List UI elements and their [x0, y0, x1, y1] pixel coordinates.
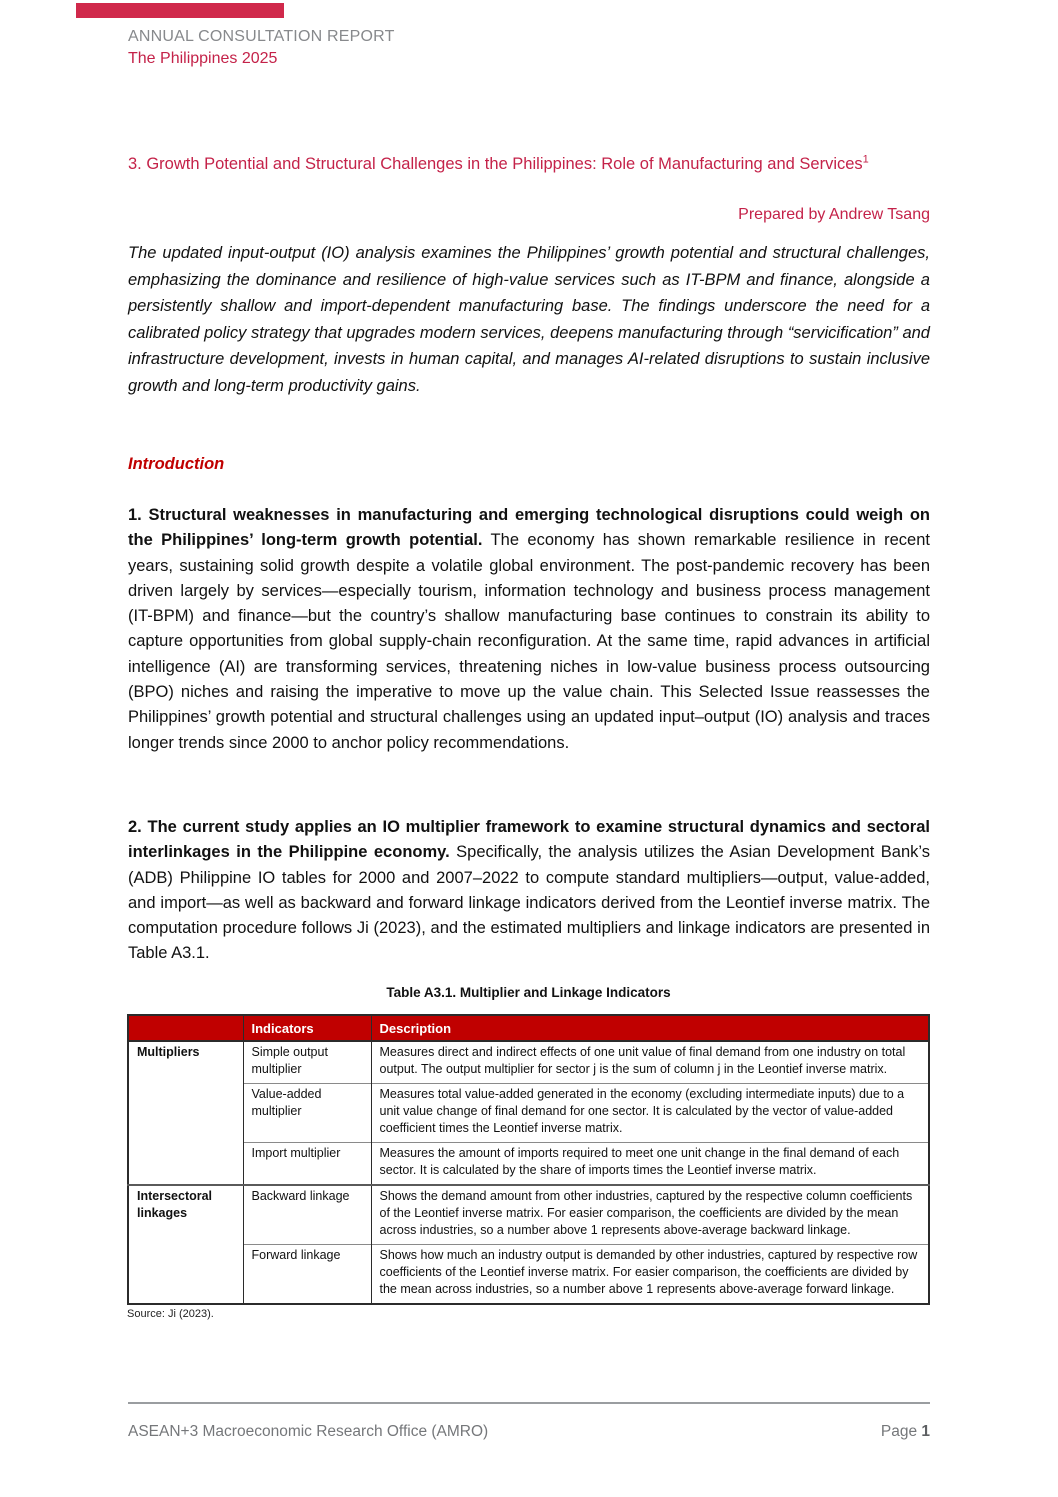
table-caption: Table A3.1. Multiplier and Linkage Indicators	[386, 985, 671, 1000]
table-row	[128, 1041, 929, 1084]
table-block	[127, 985, 930, 1320]
paragraph-1	[128, 503, 930, 756]
description-cell: Measures the amount of imports required to meet one unit change in the final demand of each sector. It is calculated by the share of imports times the Leontief inverse matrix.	[371, 1143, 929, 1186]
group-label-intersectoral-linkages: Intersectoral linkages	[128, 1185, 243, 1304]
indicator-cell: Import multiplier	[243, 1143, 371, 1186]
footer-divider	[128, 1402, 930, 1404]
table-source-note: Source: Ji (2023).	[127, 1308, 214, 1320]
indicator-cell: Simple output multiplier	[243, 1041, 371, 1084]
table-header-indicators: Indicators	[243, 1015, 371, 1041]
indicator-cell: Backward linkage	[243, 1185, 371, 1245]
description-cell: Measures total value-added generated in the economy (excluding intermediate inputs) due to a unit value change of final demand for one sector. It is calculated by the vector of value-added coefficient times the Leontief inverse matrix.	[371, 1084, 929, 1143]
table-row	[128, 1143, 929, 1186]
document-header	[128, 26, 930, 70]
page-footer	[128, 1423, 930, 1441]
footer-page-indicator	[881, 1423, 930, 1441]
paragraph-2-lead: 2. The current study applies an IO multiplier framework to examine structural dynamics and sectoral interlinkages in the Philippine economy.	[128, 818, 930, 862]
footer-page-label: Page	[880, 1423, 922, 1440]
description-cell: Shows the demand amount from other industries, captured by the respective column coefficients of the Leontief inverse matrix. For easier comparison, the coefficients are divided by the mean across industries, so a number above 1 represents above-average backward linkage.	[371, 1185, 929, 1245]
table-row	[128, 1185, 929, 1245]
table-header-description: Description	[371, 1015, 929, 1041]
section-title	[128, 153, 930, 176]
footnote-marker: 1	[862, 153, 869, 166]
indicator-cell: Value-added multiplier	[243, 1084, 371, 1143]
report-series-title: ANNUAL CONSULTATION REPORT	[128, 28, 395, 45]
table-row	[128, 1084, 929, 1143]
abstract-paragraph: The updated input-output (IO) analysis examines the Philippines’ growth potential and structural challenges, emphasizing the dominance and resilience of high-value services such as IT-BPM and finance, alongside a persistently shallow and import-dependent manufacturing base. The findings underscore the need for a calibrated policy strategy that upgrades modern services, deepens manufacturing through “servicification” and infrastructure development, invests in human capital, and manages AI-related disruptions to sustain inclusive growth and long-term productivity gains.	[128, 244, 930, 395]
paragraph-1-lead: 1. Structural weaknesses in manufacturing and emerging technological disruptions could weigh on the Philippines’ long-term growth potential.	[128, 506, 930, 550]
footer-page-number: 1	[921, 1423, 930, 1440]
introduction-heading: Introduction	[128, 455, 225, 473]
group-label-multipliers: Multipliers	[128, 1041, 243, 1185]
indicator-cell: Forward linkage	[243, 1245, 371, 1305]
table-header-group	[128, 1015, 243, 1041]
description-cell: Measures direct and indirect effects of one unit value of final demand from one industry on total output. The output multiplier for sector j is the sum of column j in the Leontief inverse matrix.	[371, 1041, 929, 1084]
footer-organization: ASEAN+3 Macroeconomic Research Office (AMRO)	[128, 1423, 489, 1440]
table-header-row	[128, 1015, 929, 1041]
brand-bar	[76, 3, 284, 18]
byline: Prepared by Andrew Tsang	[738, 206, 930, 223]
paragraph-1-body: The economy has shown remarkable resilience in recent years, sustaining solid growth despite a volatile global environment. The post-pandemic recovery has been driven largely by services—especially tourism, information technology and business process management (IT-BPM) and finance—but the country’s shallow manufacturing base continues to constrain its ability to capture opportunities from global supply-chain reconfiguration. At the same time, rapid advances in artificial intelligence (AI) are transforming services, threatening niches in low-value business process outsourcing (BPO) niches and raising the imperative to move up the value chain. This Selected Issue reassesses the Philippines’ growth potential and structural challenges using an updated input–output (IO) analysis and traces longer trends since 2000 to anchor policy recommendations.	[128, 531, 930, 752]
section-title-text: 3. Growth Potential and Structural Challenges in the Philippines: Role of Manufacturing and Services	[128, 155, 863, 173]
description-cell: Shows how much an industry output is demanded by other industries, captured by respective row coefficients of the Leontief inverse matrix. For easier comparison, the coefficients are divided by the mean across industries, so a number above 1 represents above-average forward linkage.	[371, 1245, 929, 1305]
paragraph-2	[128, 815, 930, 967]
paragraph-2-body: Specifically, the analysis utilizes the Asian Development Bank’s (ADB) Philippine IO tables for 2000 and 2007–2022 to compute standard multipliers—output, value-added, and import—as well as backward and forward linkage indicators derived from the Leontief inverse matrix. The computation procedure follows Ji (2023), and the estimated multipliers and linkage indicators are presented in Table A3.1.	[128, 843, 931, 963]
table-row	[128, 1245, 929, 1305]
indicators-table	[127, 1014, 930, 1305]
report-edition: The Philippines 2025	[128, 50, 278, 67]
